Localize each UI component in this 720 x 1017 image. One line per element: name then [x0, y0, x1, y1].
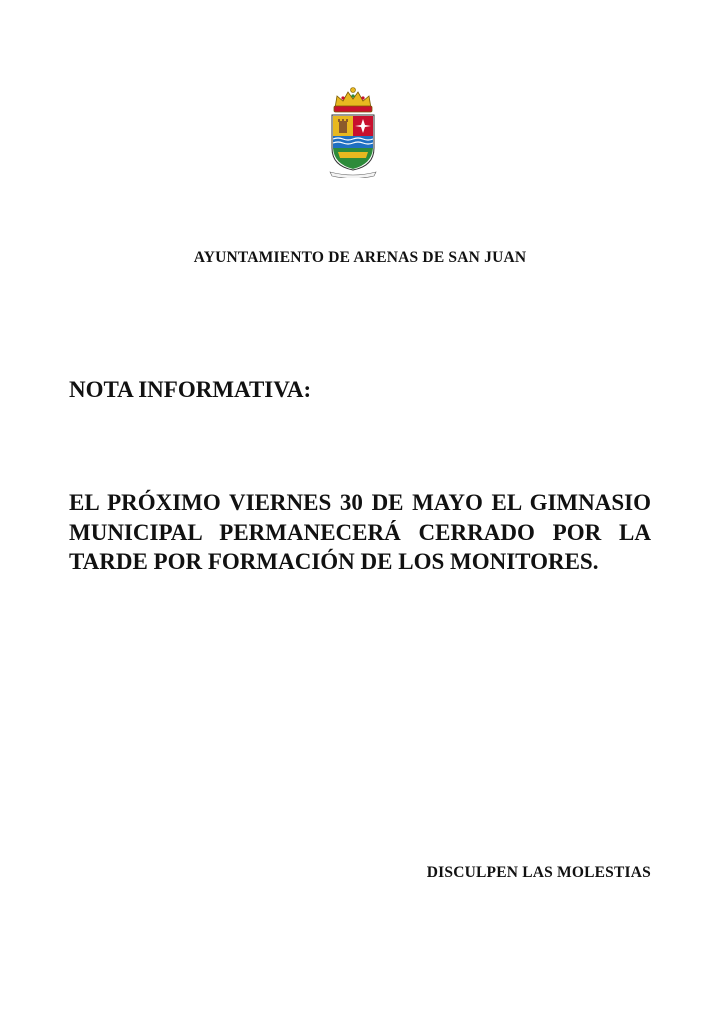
- sign-off: DISCULPEN LAS MOLESTIAS: [426, 864, 651, 881]
- notice-title: NOTA INFORMATIVA:: [69, 377, 312, 402]
- notice-body: EL PRÓXIMO VIERNES 30 DE MAYO EL GIMNASIO MUNICIPAL PERMANECERÁ CERRADO POR LA TARDE POR FORMACIÓN DE LOS MONITORES.: [69, 490, 651, 574]
- municipal-coat-of-arms-icon: [326, 86, 380, 178]
- organization-name: AYUNTAMIENTO DE ARENAS DE SAN JUAN: [193, 249, 527, 266]
